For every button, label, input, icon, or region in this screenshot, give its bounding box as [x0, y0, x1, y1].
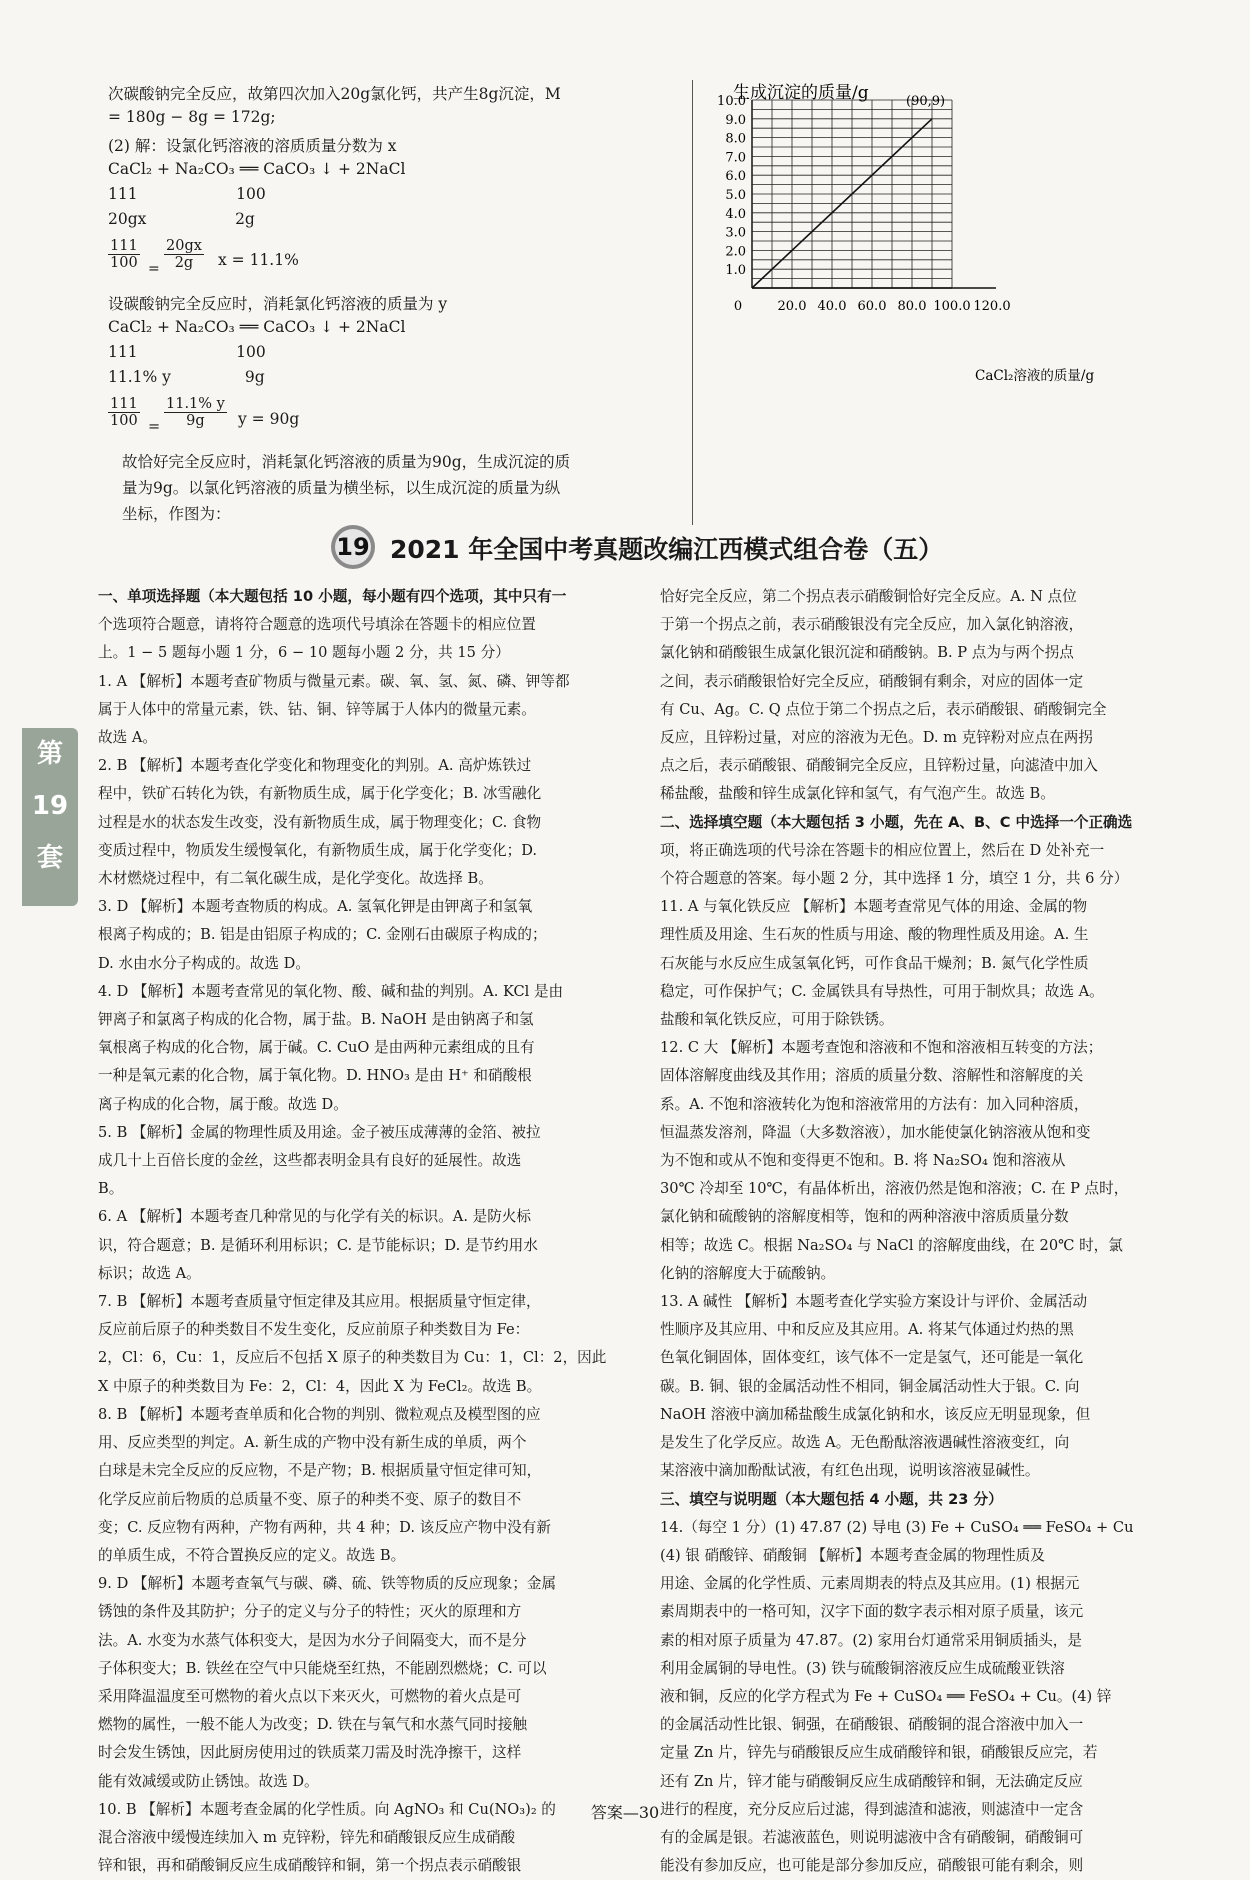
text-line: 氯化钠和硝酸银生成氯化银沉淀和硝酸钠。B. P 点为与两个拐点: [660, 644, 1074, 662]
text-line: B。: [98, 1180, 124, 1198]
text-line: 三、填空与说明题（本大题包括 4 小题，共 23 分）: [660, 1490, 1003, 1508]
text-line: 30℃ 冷却至 10℃，有晶体析出，溶液仍然是饱和溶液；C. 在 P 点时，: [660, 1180, 1129, 1198]
text-line: 点之后，表示硝酸银、硝酸铜完全反应，且锌粉过量，向滤渣中加入: [660, 757, 1098, 775]
x-axis-label: CaCl₂溶液的质量/g: [975, 368, 1095, 384]
y-tick-label: 2.0: [725, 244, 746, 260]
text-line: 2，Cl：6，Cu：1，反应后不包括 X 原子的种类数目为 Cu：1，Cl：2，因此: [98, 1349, 607, 1367]
text-line: = 180g − 8g = 172g;: [108, 108, 276, 126]
text-line: 量为9g。以氯化钙溶液的质量为横坐标，以生成沉淀的质量为纵: [122, 479, 561, 497]
text-line: 次碳酸钠完全反应，故第四次加入20g氯化钙，共产生8g沉淀，M: [108, 85, 561, 103]
text-line: 化学反应前后物质的总质量不变、原子的种类不变、原子的数目不: [98, 1490, 522, 1508]
text-line: 上。1 − 5 题每小题 1 分，6 − 10 题每小题 2 分，共 15 分）: [98, 644, 510, 662]
text-line: 燃物的属性，一般不能人为改变；D. 铁在与氧气和水蒸气同时接触: [98, 1716, 528, 1734]
page-title: 2021 年全国中考真题改编江西模式组合卷（五）: [390, 535, 944, 564]
set-number-badge: [331, 525, 375, 569]
fraction: $\frac{11.1\% y}{9g}$: [166, 396, 225, 429]
left-column: [98, 583, 640, 1880]
y-tick-label: 10.0: [717, 94, 746, 109]
x-tick-label: 60.0: [857, 299, 887, 314]
text-line: 素的相对原子质量为 47.87。(2) 家用台灯通常采用铜质插头，是: [660, 1631, 1082, 1649]
text-line: 某溶液中滴加酚酞试液，有红色出现，说明该溶液显碱性。: [660, 1462, 1040, 1480]
y-axis-label: 生成沉淀的质量/g: [733, 83, 869, 103]
text-line: 理性质及用途、生石灰的性质与用途、酸的物理性质及用途。A. 生: [660, 926, 1089, 944]
text-line: 恰好完全反应，第二个拐点表示硝酸铜恰好完全反应。A. N 点位: [660, 588, 1077, 605]
text-line: 8. B 【解析】本题考查单质和化合物的判别、微粒观点及模型图的应: [98, 1405, 541, 1423]
text-line: 化钠的溶解度大于硫酸钠。: [660, 1264, 836, 1282]
precipitate-chart: [715, 70, 1135, 400]
text-line: 20gx 2g: [108, 210, 255, 228]
y-ticks: [717, 94, 746, 278]
text-line: 反应前后原子的种类数目不发生变化，反应前原子种类数目为 Fe：: [98, 1321, 530, 1339]
text-line: 之间，表示硝酸银恰好完全反应，硝酸铜有剩余，对应的固体一定: [660, 672, 1084, 690]
text-line: 系。A. 不饱和溶液转化为饱和溶液常用的方法有：加入同种溶质，: [660, 1095, 1089, 1113]
text-line: 性顺序及其应用、中和反应及其应用。A. 将某气体通过灼热的黑: [660, 1321, 1074, 1339]
text-line: D. 水由水分子构成的。故选 D。: [98, 954, 310, 972]
text-line: 成几十上百倍长度的金丝，这些都表明金具有良好的延展性。故选: [98, 1152, 522, 1170]
text-line: 13. A 碱性 【解析】本题考查化学实验方案设计与评价、金属活动: [660, 1293, 1088, 1311]
text-line: 11.1% y 9g: [108, 368, 265, 386]
text-line: 有的金属是银。若滤液蓝色，则说明滤液中含有硝酸铜，硝酸铜可: [660, 1828, 1084, 1846]
text-line: 根离子构成的；B. 铝是由铝原子构成的；C. 金刚石由碳原子构成的；: [98, 926, 547, 944]
text-line: 时会发生锈蚀，因此厨房使用过的铁质菜刀需及时洗净擦干，这样: [98, 1744, 522, 1762]
text-line: 个选项符合题意，请将符合题意的选项代号填涂在答题卡的相应位置: [98, 616, 536, 634]
text-line: 石灰能与水反应生成氢氧化钙，可作食品干燥剂；B. 氮气化学性质: [660, 954, 1089, 972]
result: x = 11.1%: [218, 251, 299, 269]
text-line: 稳定，可作保护气；C. 金属铁具有导热性，可用于制炊具；故选 A。: [660, 982, 1104, 1000]
text-line: 利用金属铜的导电性。(3) 铁与硫酸铜溶液反应生成硫酸亚铁溶: [660, 1659, 1065, 1677]
text-line: 能没有参加反应，也可能是部分参加反应，硝酸银可能有剩余，则: [660, 1857, 1084, 1875]
equation-line: CaCl₂ + Na₂CO₃ ══ CaCO₃ ↓ + 2NaCl: [108, 318, 406, 336]
x-tick-label: 100.0: [933, 299, 971, 314]
text-line: 识，符合题意；B. 是循环利用标识；C. 是节能标识；D. 是节约用水: [98, 1236, 538, 1254]
x-tick-label: 20.0: [777, 299, 807, 314]
text-line: 11. A 与氧化铁反应 【解析】本题考查常见气体的用途、金属的物: [660, 898, 1088, 916]
text-line: 属于人体中的常量元素，铁、钴、铜、锌等属于人体内的微量元素。: [98, 700, 536, 718]
text-line: 1. A 【解析】本题考查矿物质与微量元素。碳、氧、氢、氮、磷、钾等都: [98, 672, 570, 690]
y-tick-label: 3.0: [725, 225, 746, 241]
text-line: 14.（每空 1 分）(1) 47.87 (2) 导电 (3) Fe + CuSO₄ ══ FeSO₄ + Cu: [660, 1518, 1134, 1536]
text-line: 故选 A。: [98, 729, 157, 747]
right-column: [660, 583, 1220, 1880]
y-tick-label: 6.0: [725, 169, 746, 185]
point-label: (90,9): [906, 93, 946, 109]
text-line: 锈蚀的条件及其防护；分子的定义与分子的特性；灭火的原理和方: [98, 1603, 522, 1621]
text-line: 过程是水的状态发生改变，没有新物质生成，属于物理变化；C. 食物: [98, 813, 542, 831]
result: y = 90g: [238, 410, 300, 428]
text-line: 6. A 【解析】本题考查几种常见的与化学有关的标识。A. 是防火标: [98, 1208, 531, 1226]
text-line: 设碳酸钠完全反应时，消耗氯化钙溶液的质量为 y: [108, 295, 448, 313]
fraction: $\frac{20gx}{2g}$: [166, 238, 202, 271]
y-tick-label: 8.0: [725, 131, 746, 147]
text-line: (4) 银 硝酸锌、硝酸铜 【解析】本题考查金属的物理性质及: [660, 1546, 1045, 1564]
equation-line: CaCl₂ + Na₂CO₃ ══ CaCO₃ ↓ + 2NaCl: [108, 160, 406, 178]
text-line: 变；C. 反应物有两种，产物有两种，共 4 种；D. 该反应产物中没有新: [98, 1518, 551, 1536]
text-line: 二、选择填空题（本大题包括 3 小题，先在 A、B、C 中选择一个正确选: [660, 813, 1133, 831]
text-line: 111 100: [108, 185, 266, 203]
y-tick-label: 9.0: [725, 112, 746, 128]
text-line: 盐酸和氧化铁反应，可用于除铁锈。: [660, 1011, 894, 1029]
text-line: 锌和银，再和硝酸铜反应生成硝酸锌和铜，第一个拐点表示硝酸银: [98, 1857, 522, 1875]
text-line: 标识；故选 A。: [98, 1264, 201, 1282]
text-line: 氯化钠和硫酸钠的溶解度相等，饱和的两种溶液中溶质质量分数: [660, 1208, 1069, 1226]
text-line: 采用降温温度至可燃物的着火点以下来灭火，可燃物的着火点是可: [98, 1687, 522, 1705]
text-line: 是发生了化学反应。故选 A。无色酚酞溶液遇碱性溶液变红，向: [660, 1434, 1070, 1452]
text-line: 氧根离子构成的化合物，属于碱。C. CuO 是由两种元素组成的且有: [98, 1039, 535, 1057]
text-line: 2. B 【解析】本题考查化学变化和物理变化的判别。A. 高炉炼铁过: [98, 757, 532, 775]
text-line: 有 Cu、Ag。C. Q 点位于第二个拐点之后，表示硝酸银、硝酸铜完全: [660, 700, 1107, 718]
text-line: 还有 Zn 片，锌才能与硝酸铜反应生成硝酸锌和铜，无法确定反应: [660, 1772, 1083, 1790]
x-tick-label: 120.0: [973, 299, 1011, 314]
column-divider: [692, 80, 693, 525]
text-line: 4. D 【解析】本题考查常见的氧化物、酸、碱和盐的判别。A. KCl 是由: [98, 982, 564, 1000]
text-line: 碳。B. 铜、银的金属活动性不相同，铜金属活动性大于银。C. 向: [660, 1377, 1080, 1395]
text-line: 色氧化铜固体，固体变红，该气体不一定是氢气，还可能是一氧化: [660, 1349, 1084, 1367]
y-tick-label: 5.0: [725, 188, 746, 203]
text-line: 进行的程度，充分反应后过滤，得到滤渣和滤液，则滤渣中一定含: [660, 1800, 1084, 1818]
text-line: 混合溶液中缓慢连续加入 m 克锌粉，锌先和硝酸银反应生成硝酸: [98, 1828, 516, 1846]
page-number: 答案—30: [590, 1803, 660, 1822]
x-tick-label: 0: [733, 299, 743, 314]
text-line: 法。A. 水变为水蒸气体积变大，是因为水分子间隔变大，而不是分: [98, 1631, 527, 1649]
text-line: 子体积变大；B. 铁丝在空气中只能烧至红热，不能剧烈燃烧；C. 可以: [98, 1659, 547, 1677]
text-line: 故恰好完全反应时，消耗氯化钙溶液的质量为90g，生成沉淀的质: [122, 453, 571, 471]
text-line: 木材燃烧过程中，有二氧化碳生成，是化学变化。故选择 B。: [98, 870, 493, 888]
text-line: NaOH 溶液中滴加稀盐酸生成氯化钠和水，该反应无明显现象，但: [660, 1405, 1091, 1423]
chart-grid: [752, 100, 996, 288]
text-line: 一种是氧元素的化合物，属于氧化物。D. HNO₃ 是由 H⁺ 和硝酸根: [98, 1067, 532, 1085]
text-line: 相等；故选 C。根据 Na₂SO₄ 与 NaCl 的溶解度曲线，在 20℃ 时，氯: [660, 1236, 1123, 1254]
text-line: 用途、金属的化学性质、元素周期表的特点及其应用。(1) 根据元: [660, 1575, 1080, 1593]
text-line: 坐标，作图为：: [122, 505, 231, 523]
text-line: 3. D 【解析】本题考查物质的构成。A. 氢氧化钾是由钾离子和氢氧: [98, 898, 533, 916]
text-line: 111 100: [108, 343, 266, 361]
x-tick-label: 40.0: [817, 299, 847, 314]
fraction: $\frac{111}{100}$: [110, 396, 138, 429]
text-line: 的单质生成，不符合置换反应的定义。故选 B。: [98, 1546, 406, 1564]
set-side-tab: 第 19 套: [22, 728, 78, 906]
y-tick-label: 1.0: [725, 263, 746, 279]
text-line: 的金属活动性比银、铜强，在硝酸银、硝酸铜的混合溶液中加入一: [660, 1716, 1084, 1734]
text-line: 定量 Zn 片，锌先与硝酸银反应生成硝酸锌和银，硝酸银反应完，若: [660, 1744, 1098, 1762]
text-line: 液和铜，反应的化学方程式为 Fe + CuSO₄ ══ FeSO₄ + Cu。(4) 锌: [660, 1687, 1112, 1705]
text-line: 恒温蒸发溶剂，降温（大多数溶液），加水能使氯化钠溶液从饱和变: [660, 1123, 1091, 1141]
text-line: 9. D 【解析】本题考查氧气与碳、磷、硫、铁等物质的反应现象；金属: [98, 1575, 557, 1593]
set-number: 19: [335, 529, 371, 565]
text-line: 10. B 【解析】本题考查金属的化学性质。向 AgNO₃ 和 Cu(NO₃)₂ 的: [98, 1800, 556, 1818]
fraction: $\frac{111}{100}$: [110, 238, 138, 271]
text-line: 能有效减缓或防止锈蚀。故选 D。: [98, 1772, 319, 1790]
text-line: 项，将正确选项的代号涂在答题卡的相应位置上，然后在 D 处补充一: [660, 841, 1105, 859]
y-tick-label: 4.0: [725, 206, 746, 222]
text-line: X 中原子的种类数目为 Fe：2，Cl：4，因此 X 为 FeCl₂。故选 B。: [98, 1377, 542, 1395]
y-tick-label: 7.0: [725, 150, 746, 166]
x-ticks: [734, 299, 1011, 314]
text-line: 固体溶解度曲线及其作用；溶质的质量分数、溶解性和溶解度的关: [660, 1067, 1084, 1085]
text-line: 素周期表中的一格可知，汉字下面的数字表示相对原子质量，该元: [660, 1603, 1084, 1621]
text-line: 白球是未完全反应的反应物，不是产物；B. 根据质量守恒定律可知，: [98, 1462, 542, 1480]
text-line: 离子构成的化合物，属于酸。故选 D。: [98, 1095, 348, 1113]
text-line: 12. C 大 【解析】本题考查饱和溶液和不饱和溶液相互转变的方法；: [660, 1039, 1103, 1057]
text-line: (2) 解：设氯化钙溶液的溶质质量分数为 x: [108, 137, 397, 155]
text-line: 反应，且锌粉过量，对应的溶液为无色。D. m 克锌粉对应点在两拐: [660, 729, 1093, 747]
text-line: 稀盐酸，盐酸和锌生成氯化锌和氢气，有气泡产生。故选 B。: [660, 785, 1055, 803]
text-line: 一、单项选择题（本大题包括 10 小题，每小题有四个选项，其中只有一: [98, 588, 567, 605]
x-tick-label: 80.0: [897, 299, 927, 314]
text-line: 个符合题意的答案。每小题 2 分，其中选择 1 分，填空 1 分，共 6 分）: [660, 870, 1129, 888]
text-line: 7. B 【解析】本题考查质量守恒定律及其应用。根据质量守恒定律，: [98, 1293, 541, 1311]
text-line: 钾离子和氯离子构成的化合物，属于盐。B. NaOH 是由钠离子和氢: [98, 1011, 534, 1029]
text-line: 5. B 【解析】金属的物理性质及用途。金子被压成薄薄的金箔、被拉: [98, 1123, 541, 1141]
text-line: 为不饱和或从不饱和变得更不饱和。B. 将 Na₂SO₄ 饱和溶液从: [660, 1152, 1066, 1170]
text-line: 程中，铁矿石转化为铁，有新物质生成，属于化学变化；B. 冰雪融化: [98, 785, 542, 803]
text-line: 用、反应类型的判定。A. 新生成的产物中没有新生成的单质，两个: [98, 1434, 527, 1452]
text-line: 于第一个拐点之前，表示硝酸银没有完全反应，加入氯化钠溶液，: [660, 616, 1084, 634]
text-line: 变质过程中，物质发生缓慢氧化，有新物质生成，属于化学变化；D.: [98, 841, 538, 859]
